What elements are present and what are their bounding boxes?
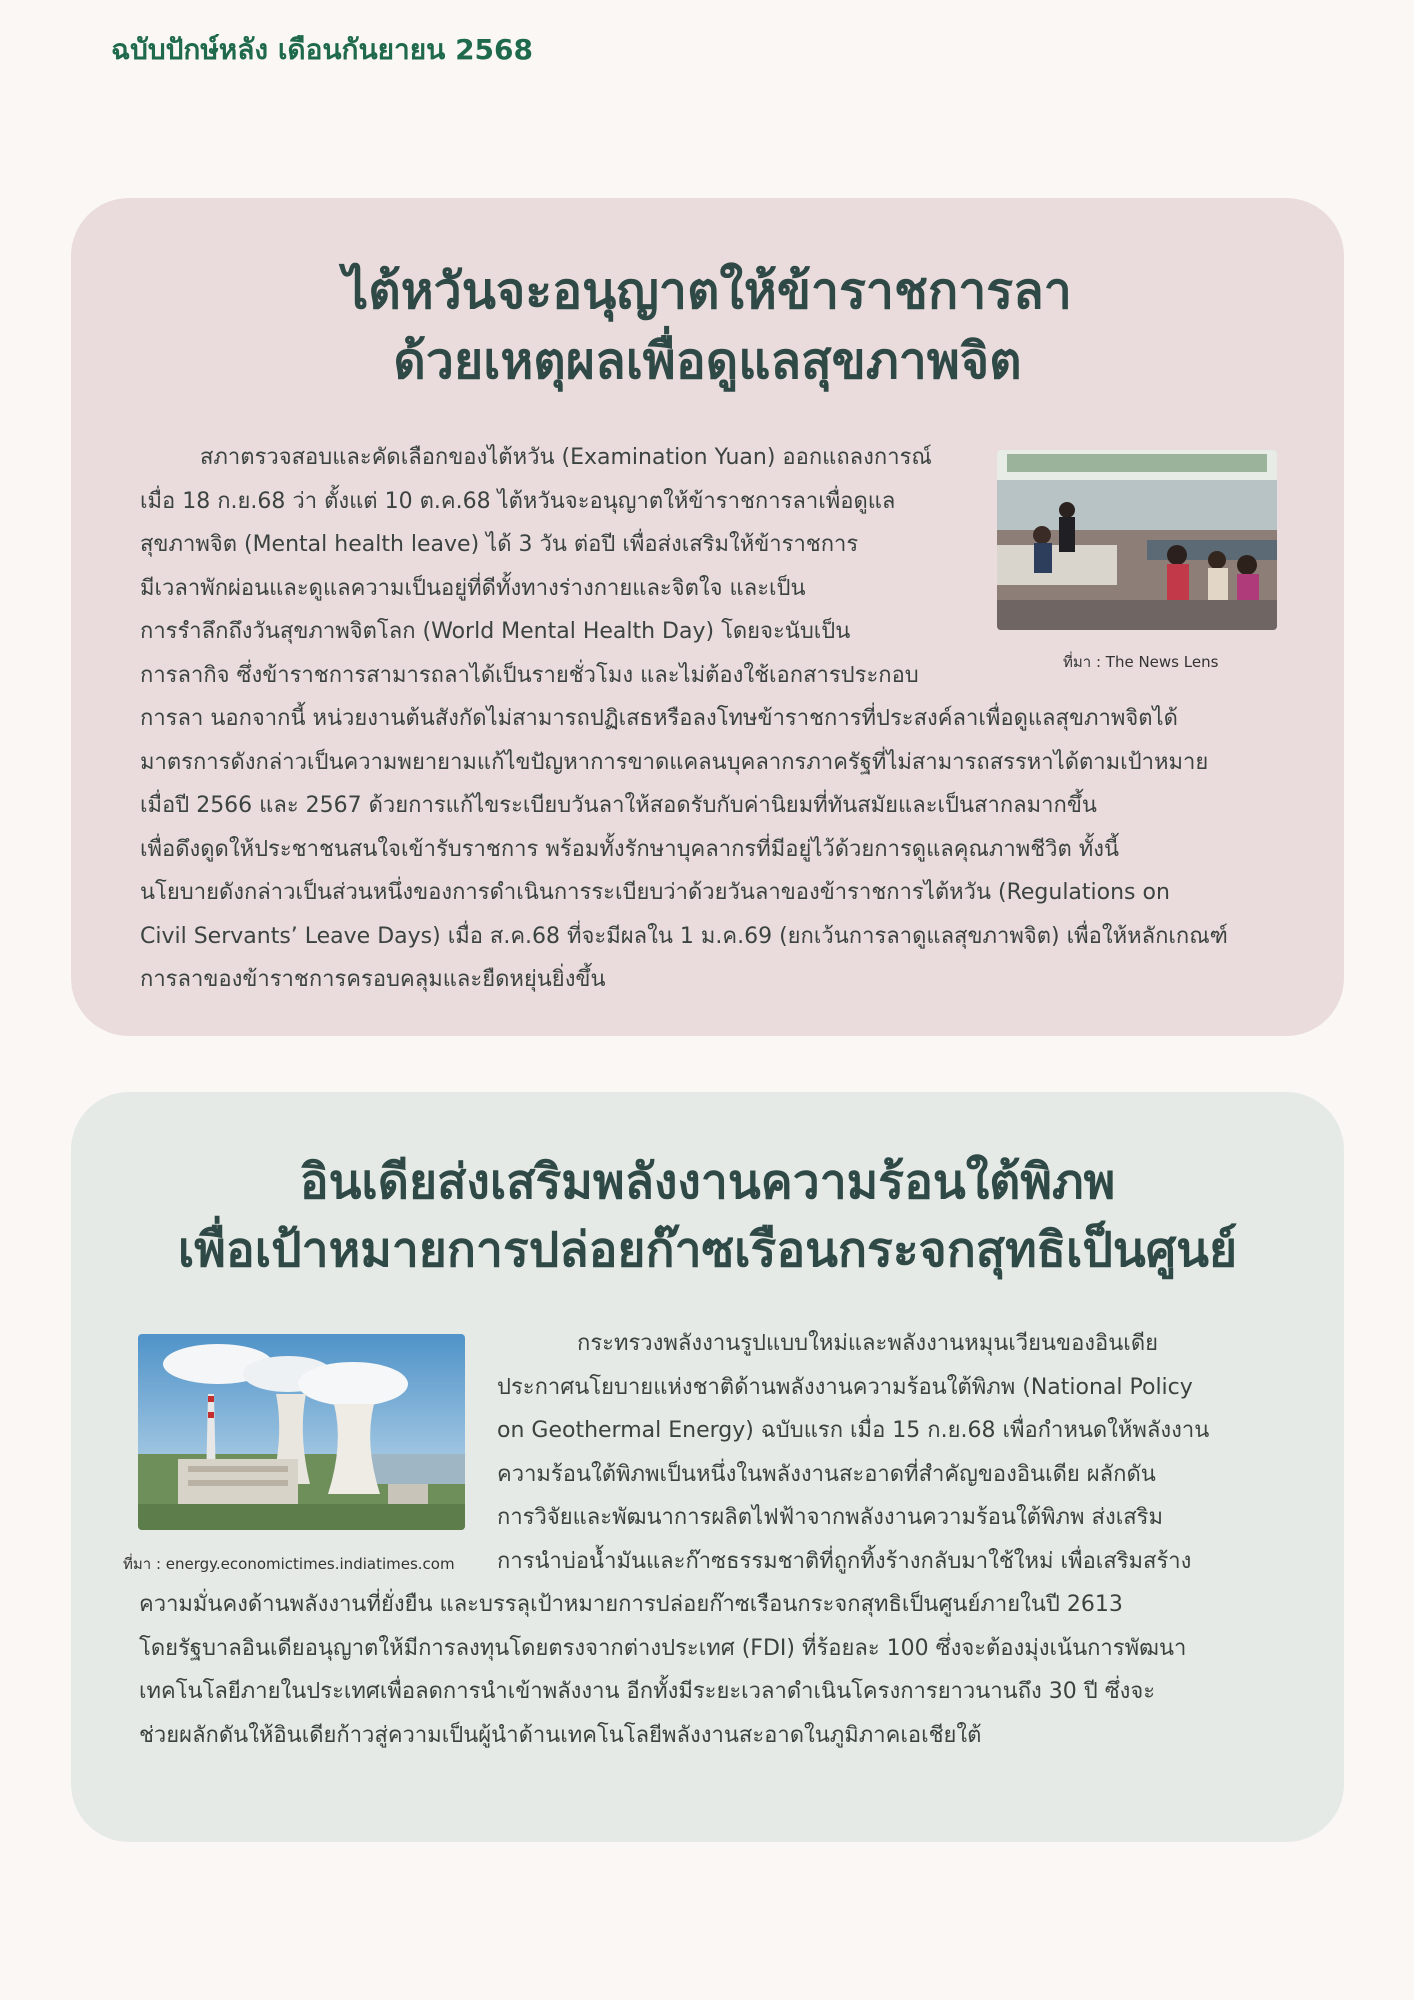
image-caption: ที่มา : The News Lens <box>1063 653 1219 671</box>
body-line: มีเวลาพักผ่อนและดูแลความเป็นอยู่ที่ดีทั้งทางร่างกายและจิตใจ และเป็น <box>140 575 806 601</box>
article-body <box>139 1322 1309 1757</box>
body-line: การลากิจ ซึ่งข้าราชการสามารถลาได้เป็นรายชั่วโมง และไม่ต้องใช้เอกสารประกอบ <box>140 662 919 688</box>
issue-label: ฉบับปักษ์หลัง เดือนกันยายน 2568 <box>111 33 533 66</box>
body-line: นโยบายดังกล่าวเป็นส่วนหนึ่งของการดำเนินการระเบียบว่าด้วยวันลาของข้าราชการไต้หวัน (Regulations on <box>140 880 1170 905</box>
body-line: เทคโนโลยีภายในประเทศเพื่อลดการนำเข้าพลังงาน อีกทั้งมีระยะเวลาดำเนินโครงการยาวนานถึง 30 ปี ซึ่งจะ <box>139 1679 1156 1704</box>
body-line: โดยรัฐบาลอินเดียอนุญาตให้มีการลงทุนโดยตรงจากต่างประเทศ (FDI) ที่ร้อยละ 100 ซึ่งจะต้องมุ่งเน้นการพัฒนา <box>139 1635 1187 1661</box>
body-line: เพื่อดึงดูดให้ประชาชนสนใจเข้ารับราชการ พร้อมทั้งรักษาบุคลากรที่มีอยู่ไว้ด้วยการดูแลคุณภาพชีวิต ทั้งนี้ <box>140 836 1120 862</box>
body-line: ประกาศนโยบายแห่งชาติด้านพลังงานความร้อนใต้พิภพ (National Policy <box>497 1374 1193 1400</box>
article-card-taiwan <box>71 198 1344 1036</box>
body-line: on Geothermal Energy) ฉบับแรก เมื่อ 15 ก.ย.68 เพื่อกำหนดให้พลังงาน <box>497 1418 1210 1443</box>
article-title <box>71 1148 1344 1284</box>
body-line: กระทรวงพลังงานรูปแบบใหม่และพลังงานหมุนเวียนของอินเดีย <box>577 1331 1158 1356</box>
body-line: สภาตรวจสอบและคัดเลือกของไต้หวัน (Examination Yuan) ออกแถลงการณ์ <box>200 445 932 470</box>
body-line: การลาของข้าราชการครอบคลุมและยืดหยุ่นยิ่งขึ้น <box>140 967 606 992</box>
body-line: เมื่อปี 2566 และ 2567 ด้วยการแก้ไขระเบียบวันลาให้สอดรับกับค่านิยมที่ทันสมัยและเป็นสากลมากขึ้น <box>140 793 1097 818</box>
image-caption: ที่มา : energy.economictimes.indiatimes.com <box>123 1555 455 1573</box>
title-line: ไต้หวันจะอนุญาตให้ข้าราชการลา <box>343 262 1072 320</box>
body-line: ช่วยผลักดันให้อินเดียก้าวสู่ความเป็นผู้นำด้านเทคโนโลยีพลังงานสะอาดในภูมิภาคเอเชียใต้ <box>139 1722 982 1748</box>
title-line: อินเดียส่งเสริมพลังงานความร้อนใต้พิภพ <box>299 1154 1116 1210</box>
article-title <box>71 256 1344 396</box>
article-body <box>140 436 1310 1002</box>
body-line: การรำลึกถึงวันสุขภาพจิตโลก (World Mental Health Day) โดยจะนับเป็น <box>140 619 851 644</box>
body-line: การนำบ่อน้ำมันและก๊าซธรรมชาติที่ถูกทิ้งร้างกลับมาใช้ใหม่ เพื่อเสริมสร้าง <box>497 1548 1192 1574</box>
title-line: เพื่อเป้าหมายการปล่อยก๊าซเรือนกระจกสุทธิเป็นศูนย์ <box>177 1222 1238 1278</box>
body-line: Civil Servants’ Leave Days) เมื่อ ส.ค.68 ที่จะมีผลใน 1 ม.ค.69 (ยกเว้นการลาดูแลสุขภาพจิต) เพื่อให้หลักเกณฑ์ <box>140 923 1228 949</box>
body-line: เมื่อ 18 ก.ย.68 ว่า ตั้งแต่ 10 ต.ค.68 ไต้หวันจะอนุญาตให้ข้าราชการลาเพื่อดูแล <box>140 488 896 514</box>
body-line: ความร้อนใต้พิภพเป็นหนึ่งในพลังงานสะอาดที่สำคัญของอินเดีย ผลักดัน <box>497 1461 1156 1487</box>
body-line: มาตรการดังกล่าวเป็นความพยายามแก้ไขปัญหาการขาดแคลนบุคลากรภาครัฐที่ไม่สามารถสรรหาได้ตามเป้าหมาย <box>140 749 1209 775</box>
title-line: ด้วยเหตุผลเพื่อดูแลสุขภาพจิต <box>393 332 1022 390</box>
body-line: สุขภาพจิต (Mental health leave) ได้ 3 วัน ต่อปี เพื่อส่งเสริมให้ข้าราชการ <box>140 532 859 557</box>
body-line: ความมั่นคงด้านพลังงานที่ยั่งยืน และบรรลุเป้าหมายการปล่อยก๊าซเรือนกระจกสุทธิเป็นศูนย์ภายในปี 2613 <box>139 1592 1123 1617</box>
article-card-india <box>71 1092 1344 1842</box>
body-line: การวิจัยและพัฒนาการผลิตไฟฟ้าจากพลังงานความร้อนใต้พิภพ ส่งเสริม <box>497 1505 1163 1530</box>
body-line: การลา นอกจากนี้ หน่วยงานต้นสังกัดไม่สามารถปฏิเสธหรือลงโทษข้าราชการที่ประสงค์ลาเพื่อดูแลสุขภาพจิตได้ <box>140 706 1178 731</box>
